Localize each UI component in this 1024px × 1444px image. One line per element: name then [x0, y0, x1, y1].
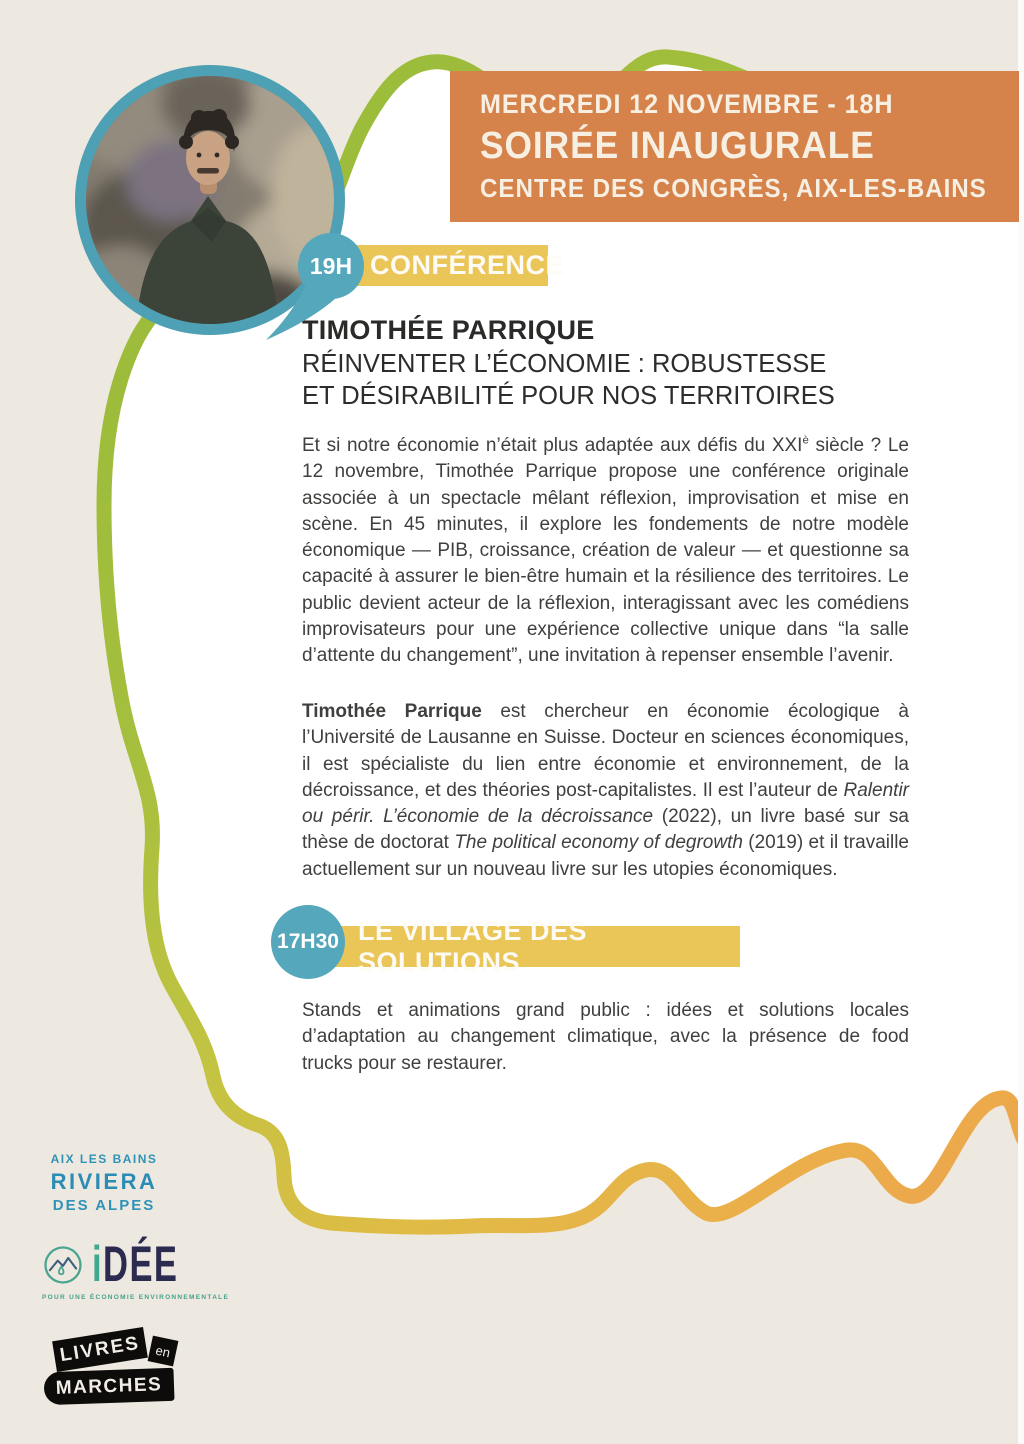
idee-mountain-icon — [42, 1240, 84, 1290]
village-time-badge — [271, 905, 345, 979]
talk-title-line-2: ET DÉSIRABILITÉ POUR NOS TERRITOIRES — [302, 382, 835, 410]
logo-livres-en-marches — [32, 1328, 202, 1428]
marches-box — [43, 1368, 174, 1406]
conference-time: 19H — [309, 252, 353, 279]
intro-text-2: siècle ? Le 12 novembre, Timothée Parrique propose une conférence originale associée à un spectacle mêlant réflexion, improvisation et mise en scène. En 45 minutes, il explore les fondements de notre modèle économique — PIB, croissance, création de valeur — et questionne sa capacité à assurer le bien-être humain et la résilience des territoires. Le public devient acteur de la réflexion, interagissant avec les comédiens improvisateurs pour une expérience collective unique dans “la salle d’attente du changement”, une invitation à repenser ensemble l’avenir. — [302, 435, 909, 667]
idee-tagline: POUR UNE ÉCONOMIE ENVIRONNEMENTALE — [42, 1294, 230, 1301]
speaker-name: TIMOTHÉE PARRIQUE — [302, 315, 595, 345]
book-title-2: The political economy of degrowth — [454, 832, 743, 854]
logo-aix-les-bains-riviera — [44, 1152, 164, 1214]
riviera-line-1: AIX LES BAINS — [50, 1152, 158, 1166]
event-venue: CENTRE DES CONGRÈS, AIX-LES-BAINS — [480, 173, 987, 203]
event-header-banner — [450, 71, 1019, 222]
village-paragraph: Stands et animations grand public : idées et solutions locales d’adaptation au changement climatique, avec la présence de food trucks pour se restaurer. — [302, 1000, 909, 1074]
livres-box — [52, 1327, 148, 1372]
event-date: MERCREDI 12 NOVEMBRE - 18H — [480, 89, 894, 119]
bio-paragraph — [302, 699, 909, 883]
logo-idee — [42, 1236, 230, 1301]
village-time: 17H30 — [277, 930, 339, 953]
riviera-line-3: DES ALPES — [52, 1197, 156, 1214]
book-title-1: Ralentir ou périr. L’économie de la décroissance — [302, 779, 909, 828]
idee-letters-dee: DÉE — [103, 1236, 179, 1293]
en-word: en — [154, 1342, 172, 1360]
intro-text-1: Et si notre économie n’était plus adaptée aux défis du XXI — [302, 435, 803, 456]
livres-word: LIVRES — [58, 1332, 142, 1366]
bio-text-3: (2019) et il travaille actuellement sur un nouveau livre sur les utopies économiques. — [302, 832, 909, 880]
bio-text-2: (2022), un livre basé sur sa thèse de doctorat — [302, 806, 909, 854]
intro-paragraph — [302, 433, 909, 670]
conference-time-badge — [298, 233, 364, 299]
ordinal-superscript: è — [802, 434, 809, 447]
idee-letter-i: i — [91, 1236, 104, 1293]
event-title: SOIRÉE INAUGURALE — [480, 125, 875, 167]
marches-word: MARCHES — [55, 1373, 163, 1399]
riviera-line-2: RIVIERA — [50, 1169, 158, 1194]
en-box — [148, 1336, 179, 1367]
talk-title-line-1: RÉINVENTER L’ÉCONOMIE : ROBUSTESSE — [302, 350, 827, 378]
talk-title — [302, 348, 835, 412]
bio-speaker-name: Timothée Parrique — [302, 701, 482, 722]
village-banner — [302, 915, 740, 977]
village-label: LE VILLAGE DES SOLUTIONS — [358, 915, 588, 977]
bio-text-1: est chercheur en économie écologique à l’Université de Lausanne en Suisse. Docteur en sciences économiques, il est spécialiste du lien entre économie et environnement, de la décroissance, et des théories post-capitalistes. Il est l’auteur de — [302, 701, 909, 801]
idee-wordmark — [91, 1236, 179, 1293]
conference-label: CONFÉRENCE — [370, 250, 565, 280]
